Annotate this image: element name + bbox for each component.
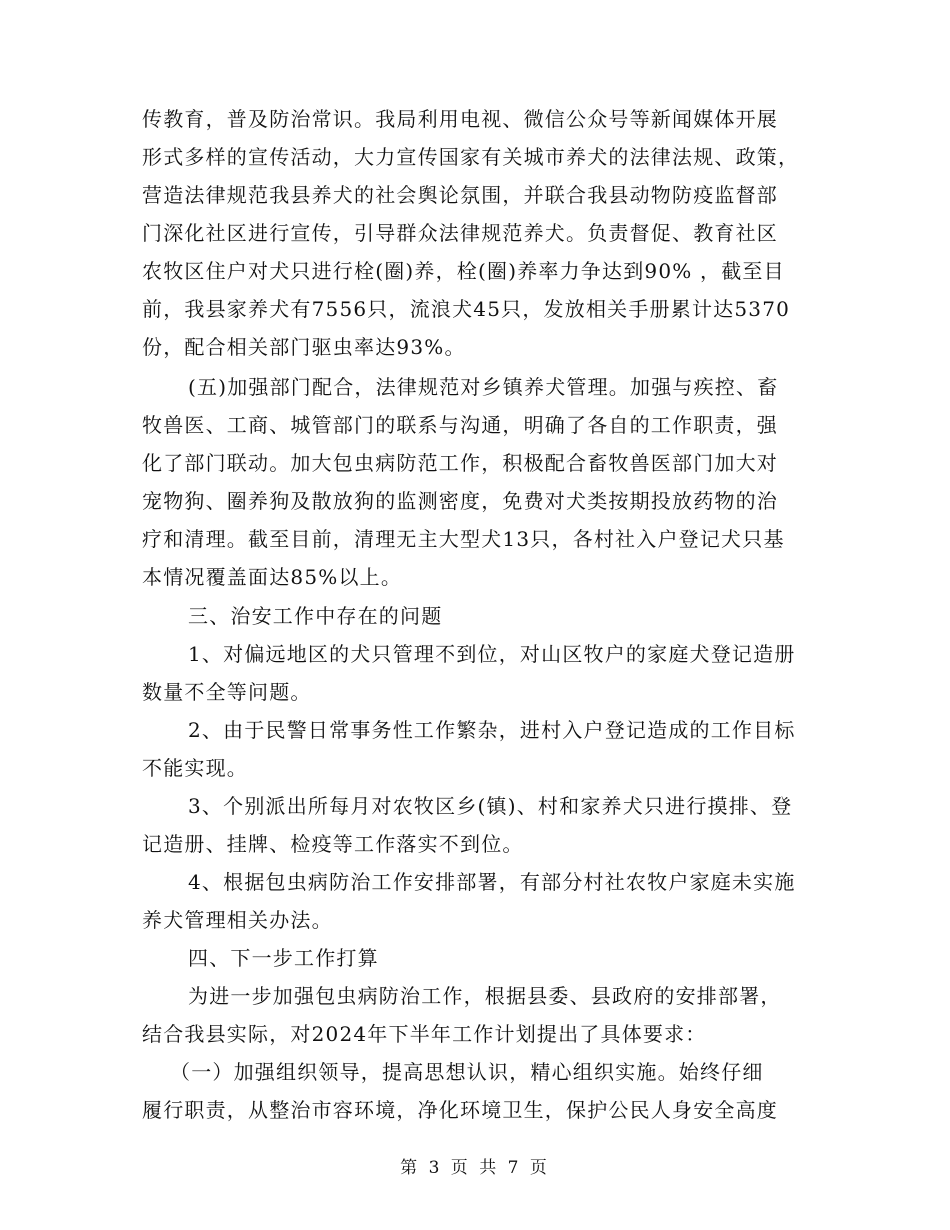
text-line: 营造法律规范我县养犬的社会舆论氛围，并联合我县动物防疫监督部 [142,183,778,207]
section-heading: 三、治安工作中存在的问题 [188,604,443,628]
list-item-start: 3、个别派出所每月对农牧区乡(镇)、村和家养犬只进行摸排、登 [188,794,793,818]
text-line: 数量不全等问题。 [142,680,312,704]
paragraph-start-line: 为进一步加强包虫病防治工作，根据县委、县政府的安排部署， [188,984,782,1008]
text-line: 结合我县实际，对2024年下半年工作计划提出了具体要求： [142,1022,707,1046]
text-line: 疗和清理。截至目前，清理无主大型犬13只，各村社入户登记犬只基 [142,527,785,551]
text-line: 前，我县家养犬有7556只，流浪犬45只，发放相关手册累计达5370 [142,297,791,321]
text-line: 份，配合相关部门驱虫率达93%。 [142,335,466,359]
text-line: 形式多样的宣传活动，大力宣传国家有关城市养犬的法律法规、政策， [142,145,800,169]
text-line: 农牧区住户对犬只进行栓(圈)养，栓(圈)养率力争达到90% ，截至目 [142,259,785,283]
text-line: 养犬管理相关办法。 [142,908,333,932]
text-line: 记造册、挂牌、检疫等工作落实不到位。 [142,832,524,856]
page-number-footer: 第 3 页 共 7 页 [400,1158,550,1178]
section-heading: 四、下一步工作打算 [188,946,379,970]
list-item-start: 1、对偏远地区的犬只管理不到位，对山区牧户的家庭犬登记造册 [188,642,796,666]
text-line: 不能实现。 [142,756,248,780]
paragraph-start-line: (五)加强部门配合，法律规范对乡镇养犬管理。加强与疾控、畜 [188,375,779,399]
text-line: 本情况覆盖面达85%以上。 [142,565,403,589]
list-item-start: 4、根据包虫病防治工作安排部署，有部分村社农牧户家庭未实施 [188,870,796,894]
text-line: 牧兽医、工商、城管部门的联系与沟通，明确了各自的工作职责，强 [142,413,778,437]
text-line: 宠物狗、圈养狗及散放狗的监测密度，免费对犬类按期投放药物的治 [142,489,778,513]
text-line: 门深化社区进行宣传，引导群众法律规范养犬。负责督促、教育社区 [142,221,778,245]
text-line: 履行职责，从整治市容环境，净化环境卫生，保护公民人身安全高度 [142,1098,778,1122]
list-item-start: 2、由于民警日常事务性工作繁杂，进村入户登记造成的工作目标 [188,718,796,742]
text-line: 传教育，普及防治常识。我局利用电视、微信公众号等新闻媒体开展 [142,107,778,131]
paragraph-start-line: （一）加强组织领导，提高思想认识，精心组织实施。始终仔细 [170,1060,764,1084]
text-line: 化了部门联动。加大包虫病防范工作，积极配合畜牧兽医部门加大对 [142,451,778,475]
